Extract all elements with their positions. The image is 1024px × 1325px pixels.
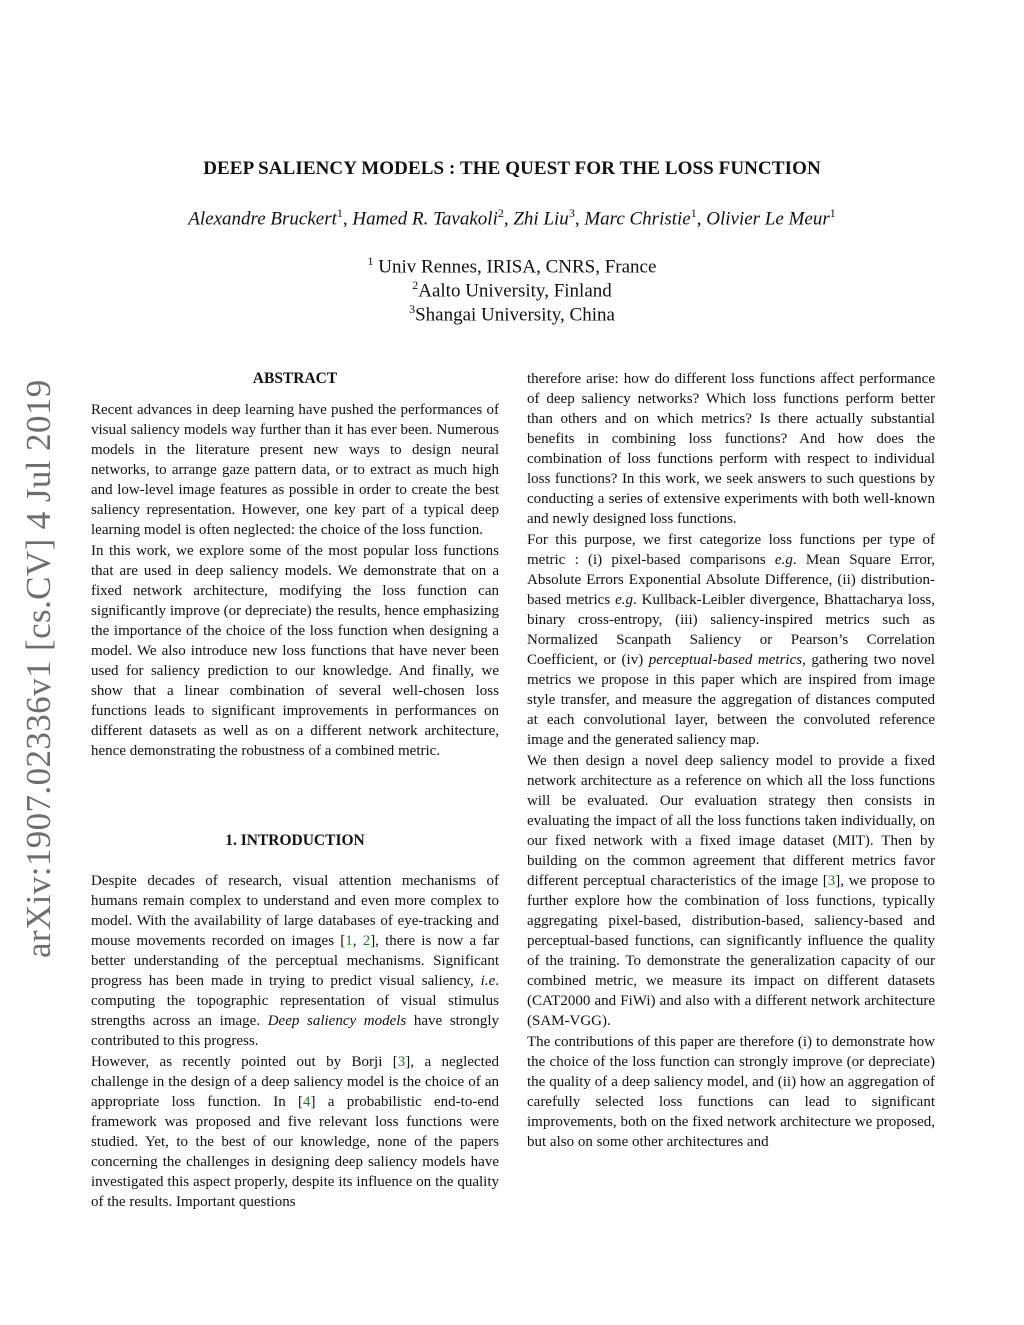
introduction-paragraph: The contributions of this paper are therefore (i) to demonstrate how the choice of the loss function can strongly improve (or depreciate) the quality of a deep saliency model, and (ii) how an aggregation of carefully selected loss functions can lead to significant improvements, both on the fixed network architecture we proposed, but also on some other architectures and <box>527 1034 935 1150</box>
author-name: Zhi Liu <box>513 208 569 230</box>
affiliation <box>0 254 1024 278</box>
affiliation <box>0 302 1024 326</box>
author-affiliation-mark: 1 <box>829 206 836 220</box>
author-name: Alexandre Bruckert <box>188 208 337 230</box>
citation-link[interactable]: 1 <box>345 933 353 949</box>
introduction-paragraph: For this purpose, we first categorize loss functions per type of metric : (i) pixel-based comparisons e.g. Mean Square Error, Absolute Errors Exponential Absolute Difference, (ii) distribution-based metrics e.g. Kullback-Leibler divergence, Bhattacharya loss, binary cross-entropy, (iii) saliency-inspired metrics such as Normalized Scanpath Saliency or Pearson’s Correlation Coefficient, or (iv) perceptual-based metrics, gathering two novel metrics we propose in this paper which are inspired from image style transfer, and measure the aggregation of distances computed at each convolutional layer, between the convoluted reference image and the generated saliency map. <box>527 532 935 748</box>
paper-title: DEEP SALIENCY MODELS : THE QUEST FOR THE LOSS FUNCTION <box>203 158 821 179</box>
author-name: Olivier Le Meur <box>706 208 830 230</box>
affiliation-number: 3 <box>409 302 416 316</box>
citation-link[interactable]: 3 <box>827 873 836 889</box>
affiliation-number: 2 <box>412 278 419 292</box>
affiliation <box>0 278 1024 302</box>
citation-link[interactable]: 3 <box>397 1054 406 1070</box>
abstract-paragraph: Recent advances in deep learning have pushed the performances of visual saliency models way further than it has ever been. Numerous models in the literature present new ways to design neural networks, to arrange gaze pattern data, or to extract as much high and low-level image features as possible in order to create the best saliency representation. However, one key part of a typical deep learning model is often neglected: the choice of the loss function. <box>91 402 499 538</box>
introduction-paragraph: We then design a novel deep saliency model to provide a fixed network architecture as a reference on which all the loss functions will be evaluated. Our evaluation strategy then consists in evaluating the impact of all the loss functions taken individually, on our fixed network with a fixed image dataset (MIT). Then by building on the common agreement that different metrics favor different perceptual characteristics of the image [3], we propose to further explore how the combination of loss functions, typically aggregating pixel-based, distribution-based, saliency-based and perceptual-based functions, can significantly influence the quality of the training. To demonstrate the generalization capacity of our combined metric, we measure its impact on different datasets (CAT2000 and FiWi) and also with a different network architecture (SAM-VGG). <box>527 753 935 1029</box>
author-affiliation-mark: 1 <box>336 206 343 220</box>
author-name: Marc Christie <box>584 208 691 230</box>
affiliation-number: 1 <box>367 254 374 268</box>
abstract-heading: ABSTRACT <box>252 370 338 387</box>
author-name: Hamed R. Tavakoli <box>352 208 498 230</box>
citation-link[interactable]: 2 <box>362 933 371 949</box>
right-column-body <box>527 369 935 1152</box>
introduction-paragraph: therefore arise: how do different loss functions affect performance of deep saliency networks? Which loss functions perform better than others and on which metrics? Is there actually substantial benefits in combining loss functions? And how does the combination of loss functions perform with respect to individual loss functions? In this work, we seek answers to such questions by conducting a series of extensive experiments with both well-known and newly designed loss functions. <box>527 371 935 527</box>
citation-link[interactable]: 4 <box>303 1094 311 1110</box>
author-affiliation-mark: 2 <box>497 206 504 220</box>
introduction-paragraph: Despite decades of research, visual attention mechanisms of humans remain complex to understand and even more complex to model. With the availability of large databases of eye-tracking and mouse movements recorded on images [1, 2], there is now a far better understanding of the perceptual mechanisms. Significant progress has been made in trying to predict visual saliency, i.e. computing the topographic representation of visual stimulus strengths across an image. Deep saliency models have strongly contributed to this progress. <box>91 873 500 1049</box>
author-affiliation-mark: 1 <box>690 206 697 220</box>
author-affiliation-mark: 3 <box>568 206 575 220</box>
introduction-heading: 1. INTRODUCTION <box>225 832 365 849</box>
abstract-body <box>91 400 499 761</box>
affiliation-text: Univ Rennes, IRISA, CNRS, France <box>373 256 657 278</box>
affiliation-text: Shangai University, China <box>415 304 615 326</box>
introduction-paragraph: However, as recently pointed out by Borji [3], a neglected challenge in the design of a deep saliency model is the choice of an appropriate loss function. In [4] a probabilistic end-to-end framework was proposed and five relevant loss functions were studied. Yet, to the best of our knowledge, none of the papers concerning the challenges in designing deep saliency models have investigated this aspect properly, despite its influence on the quality of the results. Important questions <box>91 1054 499 1210</box>
arxiv-stamp: arXiv:1907.02336v1 [cs.CV] 4 Jul 2019 <box>19 379 58 958</box>
affiliation-text: Aalto University, Finland <box>418 280 612 302</box>
introduction-body <box>91 871 499 1212</box>
author-list: Alexandre Bruckert$^1$, Hamed R. Tavakoli$^2$, Zhi Liu$^3$, Marc Christie$^1$, Olivier Le Meur$^1$ <box>188 206 836 230</box>
abstract-paragraph: In this work, we explore some of the most popular loss functions that are used in deep saliency models. We demonstrate that on a fixed network architecture, modifying the loss function can significantly improve (or depreciate) the results, hence emphasizing the importance of the choice of the loss function when designing a model. We also introduce new loss functions that have never been used for saliency prediction to our knowledge. And finally, we show that a linear combination of several well-chosen loss functions leads to significant improvements in performances on different datasets as well as on a different network architecture, hence demonstrating the robustness of a combined metric. <box>91 543 499 759</box>
